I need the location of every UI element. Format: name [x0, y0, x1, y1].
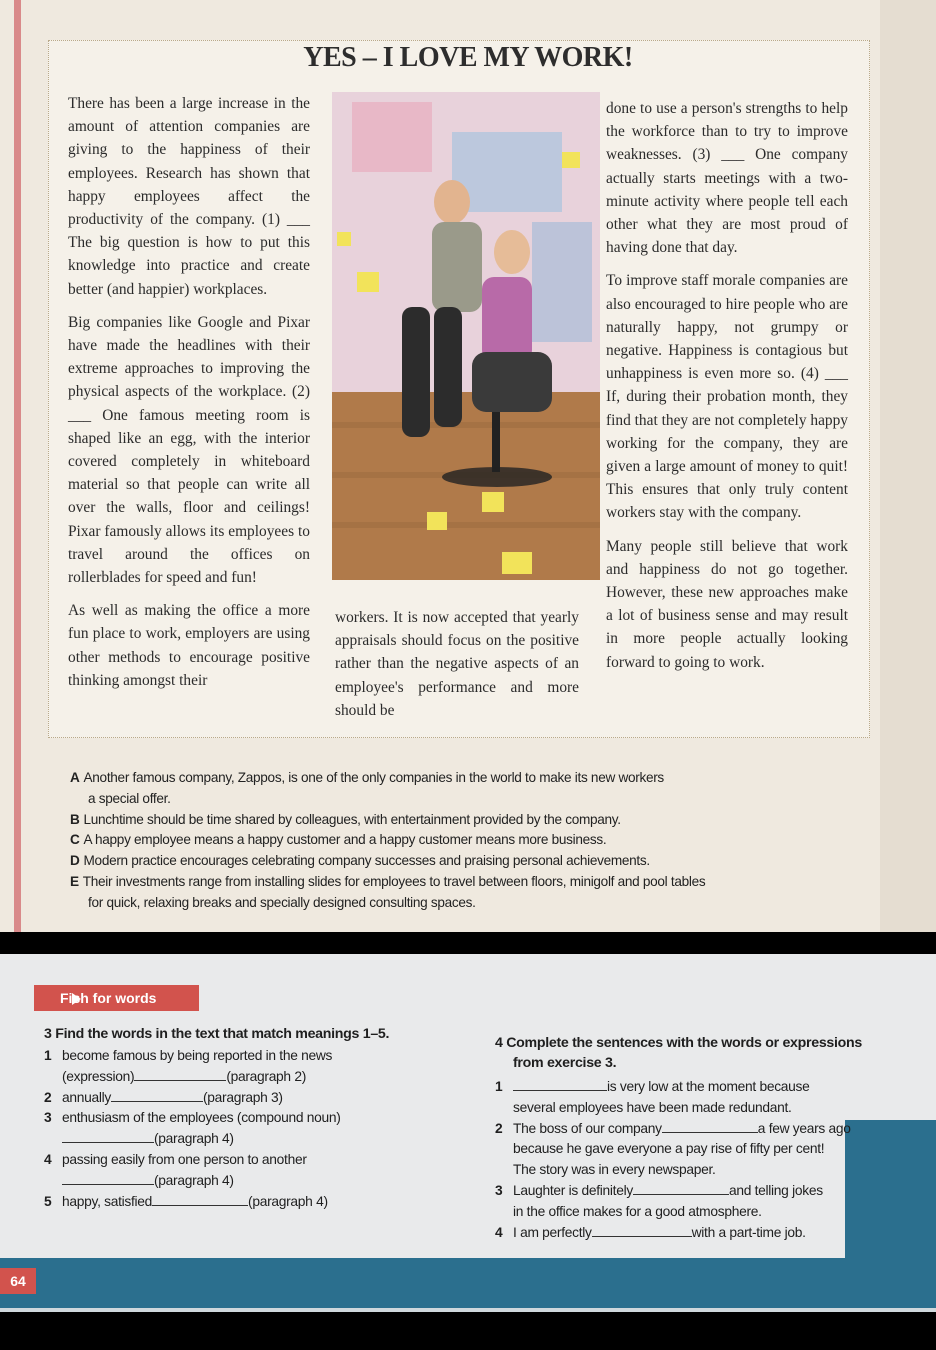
answer-blank[interactable] [592, 1224, 692, 1237]
answer-blank[interactable] [62, 1130, 154, 1143]
blue-footer-strip [0, 1258, 936, 1310]
exercise-3-item-2: 2 annually (paragraph 3) [44, 1089, 283, 1105]
exercise-4-item-1: 1 is very low at the moment because several employees have been made redundant. [495, 1079, 810, 1115]
exercise-3-item-1: 1 become famous by being reported in the news (expression) (paragraph 2) [44, 1048, 333, 1084]
exercise-4-item-4: 4 I am perfectly with a part-time job. [495, 1224, 806, 1240]
paragraph: Big companies like Google and Pixar have made the headlines with their extreme approaches to improving the physical aspects of the workplace. (2) ___ One famous meeting room is shaped like an egg, with the interior covered completely in whiteboard material so that people can write all over the walls, floor and ceilings! Pixar famously allows its employees to travel around the offices on rollerblades for speed and fun! [68, 313, 310, 587]
office-photo [332, 92, 600, 580]
option-c: C A happy employee means a happy customer and a happy customer means more business. [70, 832, 607, 848]
answer-blank[interactable] [662, 1120, 758, 1133]
article-column-2 [335, 606, 579, 732]
exercise-4-heading: 4 Complete the sentences with the words or expressions from exercise 3. [495, 1035, 862, 1071]
sentence-options [70, 768, 870, 914]
exercise-3-item-4: 4 passing easily from one person to another (paragraph 4) [44, 1151, 307, 1188]
paragraph: workers. It is now accepted that yearly appraisals should focus on the positive rather than the negative aspects of an employee's performance and more should be [335, 609, 579, 719]
answer-blank[interactable] [152, 1193, 248, 1206]
answer-blank[interactable] [134, 1068, 226, 1081]
paragraph: Many people still believe that work and happiness do not go together. However, these new approaches make a lot of business sense and may result in more people actually looking forward to going to work. [606, 537, 848, 671]
option-e: E Their investments range from installing slides for employees to travel between floors, minigolf and pool tables for quick, relaxing breaks and specially designed consulting spaces. [70, 873, 706, 910]
exercise-4 [495, 1033, 915, 1243]
bottom-line [0, 1308, 936, 1312]
page-right-margin [880, 0, 936, 932]
exercise-3 [44, 1024, 464, 1212]
answer-blank[interactable] [513, 1078, 607, 1091]
page-number: 64 [0, 1268, 36, 1294]
page-left-border [14, 0, 21, 932]
exercise-3-heading: 3 Find the words in the text that match meanings 1–5. [44, 1026, 390, 1042]
option-b: B Lunchtime should be time shared by colleagues, with entertainment provided by the company. [70, 811, 621, 827]
answer-blank[interactable] [633, 1182, 729, 1195]
exercise-3-item-5: 5 happy, satisfied (paragraph 4) [44, 1193, 328, 1209]
answer-blank[interactable] [111, 1089, 203, 1102]
play-arrow-icon [72, 993, 81, 1005]
article-column-1 [68, 92, 310, 702]
exercise-3-item-3: 3 enthusiasm of the employees (compound noun) (paragraph 4) [44, 1110, 341, 1147]
article-column-3 [606, 97, 848, 684]
paragraph: As well as making the office a more fun place to work, employers are using other methods to encourage positive thinking amongst their [68, 602, 310, 689]
exercise-4-item-2: 2 The boss of our company a few years ago because he gave everyone a pay rise of fifty per cent! The story was in every newspaper. [495, 1120, 851, 1178]
paragraph: There has been a large increase in the amount of attention companies are giving to the happiness of their employees. Research has shown that happy employees affect the productivity of the company. (1) ___ The big question is how to put this knowledge into practice and create better (and happier) workplaces. [68, 95, 310, 298]
answer-blank[interactable] [62, 1172, 154, 1185]
paragraph: done to use a person's strengths to help the workforce than to try to improve weaknesses. (3) ___ One company actually starts meetings with a two-minute activity where people tell each other what they are most proud of having done that day. [606, 100, 848, 257]
option-a: A Another famous company, Zappos, is one of the only companies in the world to make its new workers a special offer. [70, 770, 664, 806]
paragraph: To improve staff morale companies are also encouraged to hire people who are naturally happy, not grumpy or negative. Happiness is contagious but unhappiness is even more so. (4) ___ If, during their probation month, they find that they are not completely happy working for the company, they are given a large amount of money to quit! This ensures that only truly content workers stay with the company. [606, 272, 848, 522]
option-d: D Modern practice encourages celebrating company successes and praising personal achievements. [70, 853, 650, 869]
section-badge: Fish for words [34, 985, 199, 1011]
exercise-4-item-3: 3 Laughter is definitely and telling jokes in the office makes for a good atmosphere. [495, 1182, 823, 1219]
article-title: YES – I LOVE MY WORK! [0, 42, 936, 74]
black-divider [0, 932, 936, 954]
